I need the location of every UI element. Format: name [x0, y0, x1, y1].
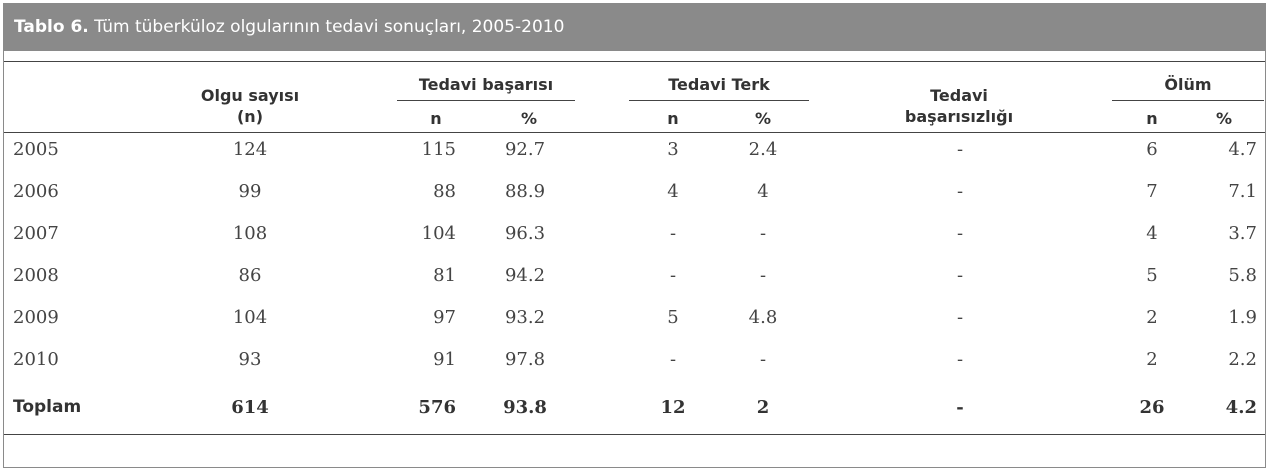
cell-tedavi-terk-n: -: [669, 349, 677, 370]
table-caption: Tüm tüberküloz olgularının tedavi sonuçları, 2005-2010: [88, 17, 565, 37]
header-basarisizlik: Tedavi: [930, 86, 988, 105]
cell-year: 2005: [13, 139, 59, 160]
cell-year: 2006: [13, 181, 59, 202]
cell-tedavi-basarisi-n: 91: [433, 349, 456, 370]
cell-year: Toplam: [13, 397, 82, 417]
header-bottom-rule: [4, 132, 1265, 133]
table-number: Tablo 6.: [14, 17, 89, 37]
cell-olgu-sayisi: 614: [231, 397, 269, 418]
cell-tedavi-basarisi-n: 97: [433, 307, 456, 328]
header-basarisizlik-line2: başarısızlığı: [904, 107, 1014, 126]
cell-year: 2008: [13, 265, 59, 286]
cell-tedavi-basarisi-pct: 96.3: [504, 223, 546, 244]
cell-olum-pct: 5.8: [1228, 265, 1257, 286]
cell-olgu-sayisi: 93: [238, 349, 262, 370]
cell-tedavi-basarisi-n: 115: [421, 139, 456, 160]
cell-tedavi-terk-n: 5: [667, 307, 679, 328]
header-olum-n: n: [1146, 109, 1158, 128]
header-tedavi-basarisi-pct: %: [520, 109, 538, 128]
header-tedavi-terk-pct: %: [754, 109, 772, 128]
header-olum-pct: %: [1215, 109, 1233, 128]
cell-olum-pct: 3.7: [1228, 223, 1257, 244]
cell-tedavi-basarisi-pct: 88.9: [504, 181, 546, 202]
table-bottom-rule: [4, 434, 1265, 435]
tedavi-basarisi-underline: [397, 100, 575, 101]
cell-tedavi-terk-pct: 2.4: [748, 139, 778, 160]
cell-tedavi-basarisizligi: -: [956, 223, 964, 244]
cell-year: 2010: [13, 349, 59, 370]
header-olgu-sayisi: Olgu sayısı: [200, 86, 300, 105]
cell-tedavi-basarisi-n: 104: [421, 223, 456, 244]
header-tedavi-basarisi-n: n: [430, 109, 442, 128]
header-tedavi-terk: Tedavi Terk: [668, 75, 770, 94]
cell-olgu-sayisi: 124: [232, 139, 268, 160]
cell-olum-pct: 1.9: [1228, 307, 1257, 328]
header-tedavi-basarisi: Tedavi başarısı: [418, 75, 554, 94]
cell-tedavi-terk-n: -: [669, 223, 677, 244]
tedavi-terk-underline: [629, 100, 809, 101]
cell-tedavi-basarisi-pct: 94.2: [504, 265, 546, 286]
cell-olum-n: 2: [1146, 349, 1158, 370]
cell-tedavi-basarisizligi: -: [956, 397, 964, 418]
header-tedavi-terk-n: n: [667, 109, 679, 128]
cell-olgu-sayisi: 86: [238, 265, 262, 286]
cell-olum-n: 4: [1146, 223, 1158, 244]
cell-tedavi-basarisi-n: 88: [433, 181, 456, 202]
cell-tedavi-terk-pct: -: [759, 265, 767, 286]
cell-tedavi-terk-n: 3: [667, 139, 679, 160]
cell-olgu-sayisi: 104: [232, 307, 268, 328]
cell-tedavi-basarisi-n: 576: [418, 397, 456, 418]
cell-tedavi-terk-pct: -: [759, 349, 767, 370]
header-olgu-unit: (n): [236, 107, 264, 126]
cell-tedavi-basarisi-pct: 93.2: [504, 307, 546, 328]
cell-olum-n: 5: [1146, 265, 1158, 286]
cell-tedavi-terk-pct: -: [759, 223, 767, 244]
cell-olum-pct: 2.2: [1228, 349, 1257, 370]
cell-olum-n: 26: [1139, 397, 1165, 418]
cell-tedavi-basarisizligi: -: [956, 307, 964, 328]
header-top-rule: [4, 61, 1265, 62]
cell-tedavi-terk-pct: 4: [757, 181, 769, 202]
table-title: [4, 4, 1265, 51]
olum-underline: [1112, 100, 1264, 101]
cell-tedavi-terk-pct: 4.8: [748, 307, 778, 328]
cell-olum-n: 7: [1146, 181, 1158, 202]
cell-olgu-sayisi: 108: [232, 223, 268, 244]
cell-olum-n: 6: [1146, 139, 1158, 160]
cell-tedavi-basarisi-pct: 93.8: [503, 397, 547, 418]
cell-year: 2007: [13, 223, 59, 244]
header-olum: Ölüm: [1164, 75, 1212, 94]
cell-tedavi-terk-n: -: [669, 265, 677, 286]
cell-tedavi-terk-pct: 2: [756, 397, 770, 418]
cell-olum-n: 2: [1146, 307, 1158, 328]
cell-tedavi-basarisi-pct: 97.8: [504, 349, 546, 370]
cell-tedavi-basarisi-n: 81: [433, 265, 456, 286]
cell-tedavi-basarisizligi: -: [956, 349, 964, 370]
cell-olum-pct: 4.2: [1225, 397, 1257, 418]
cell-olum-pct: 7.1: [1228, 181, 1257, 202]
cell-tedavi-basarisizligi: -: [956, 139, 964, 160]
cell-tedavi-basarisizligi: -: [956, 181, 964, 202]
cell-tedavi-terk-n: 4: [667, 181, 679, 202]
table-frame: [3, 3, 1266, 468]
cell-olum-pct: 4.7: [1228, 139, 1257, 160]
cell-tedavi-basarisi-pct: 92.7: [504, 139, 546, 160]
cell-olgu-sayisi: 99: [238, 181, 262, 202]
cell-year: 2009: [13, 307, 59, 328]
cell-tedavi-basarisizligi: -: [956, 265, 964, 286]
cell-tedavi-terk-n: 12: [660, 397, 686, 418]
